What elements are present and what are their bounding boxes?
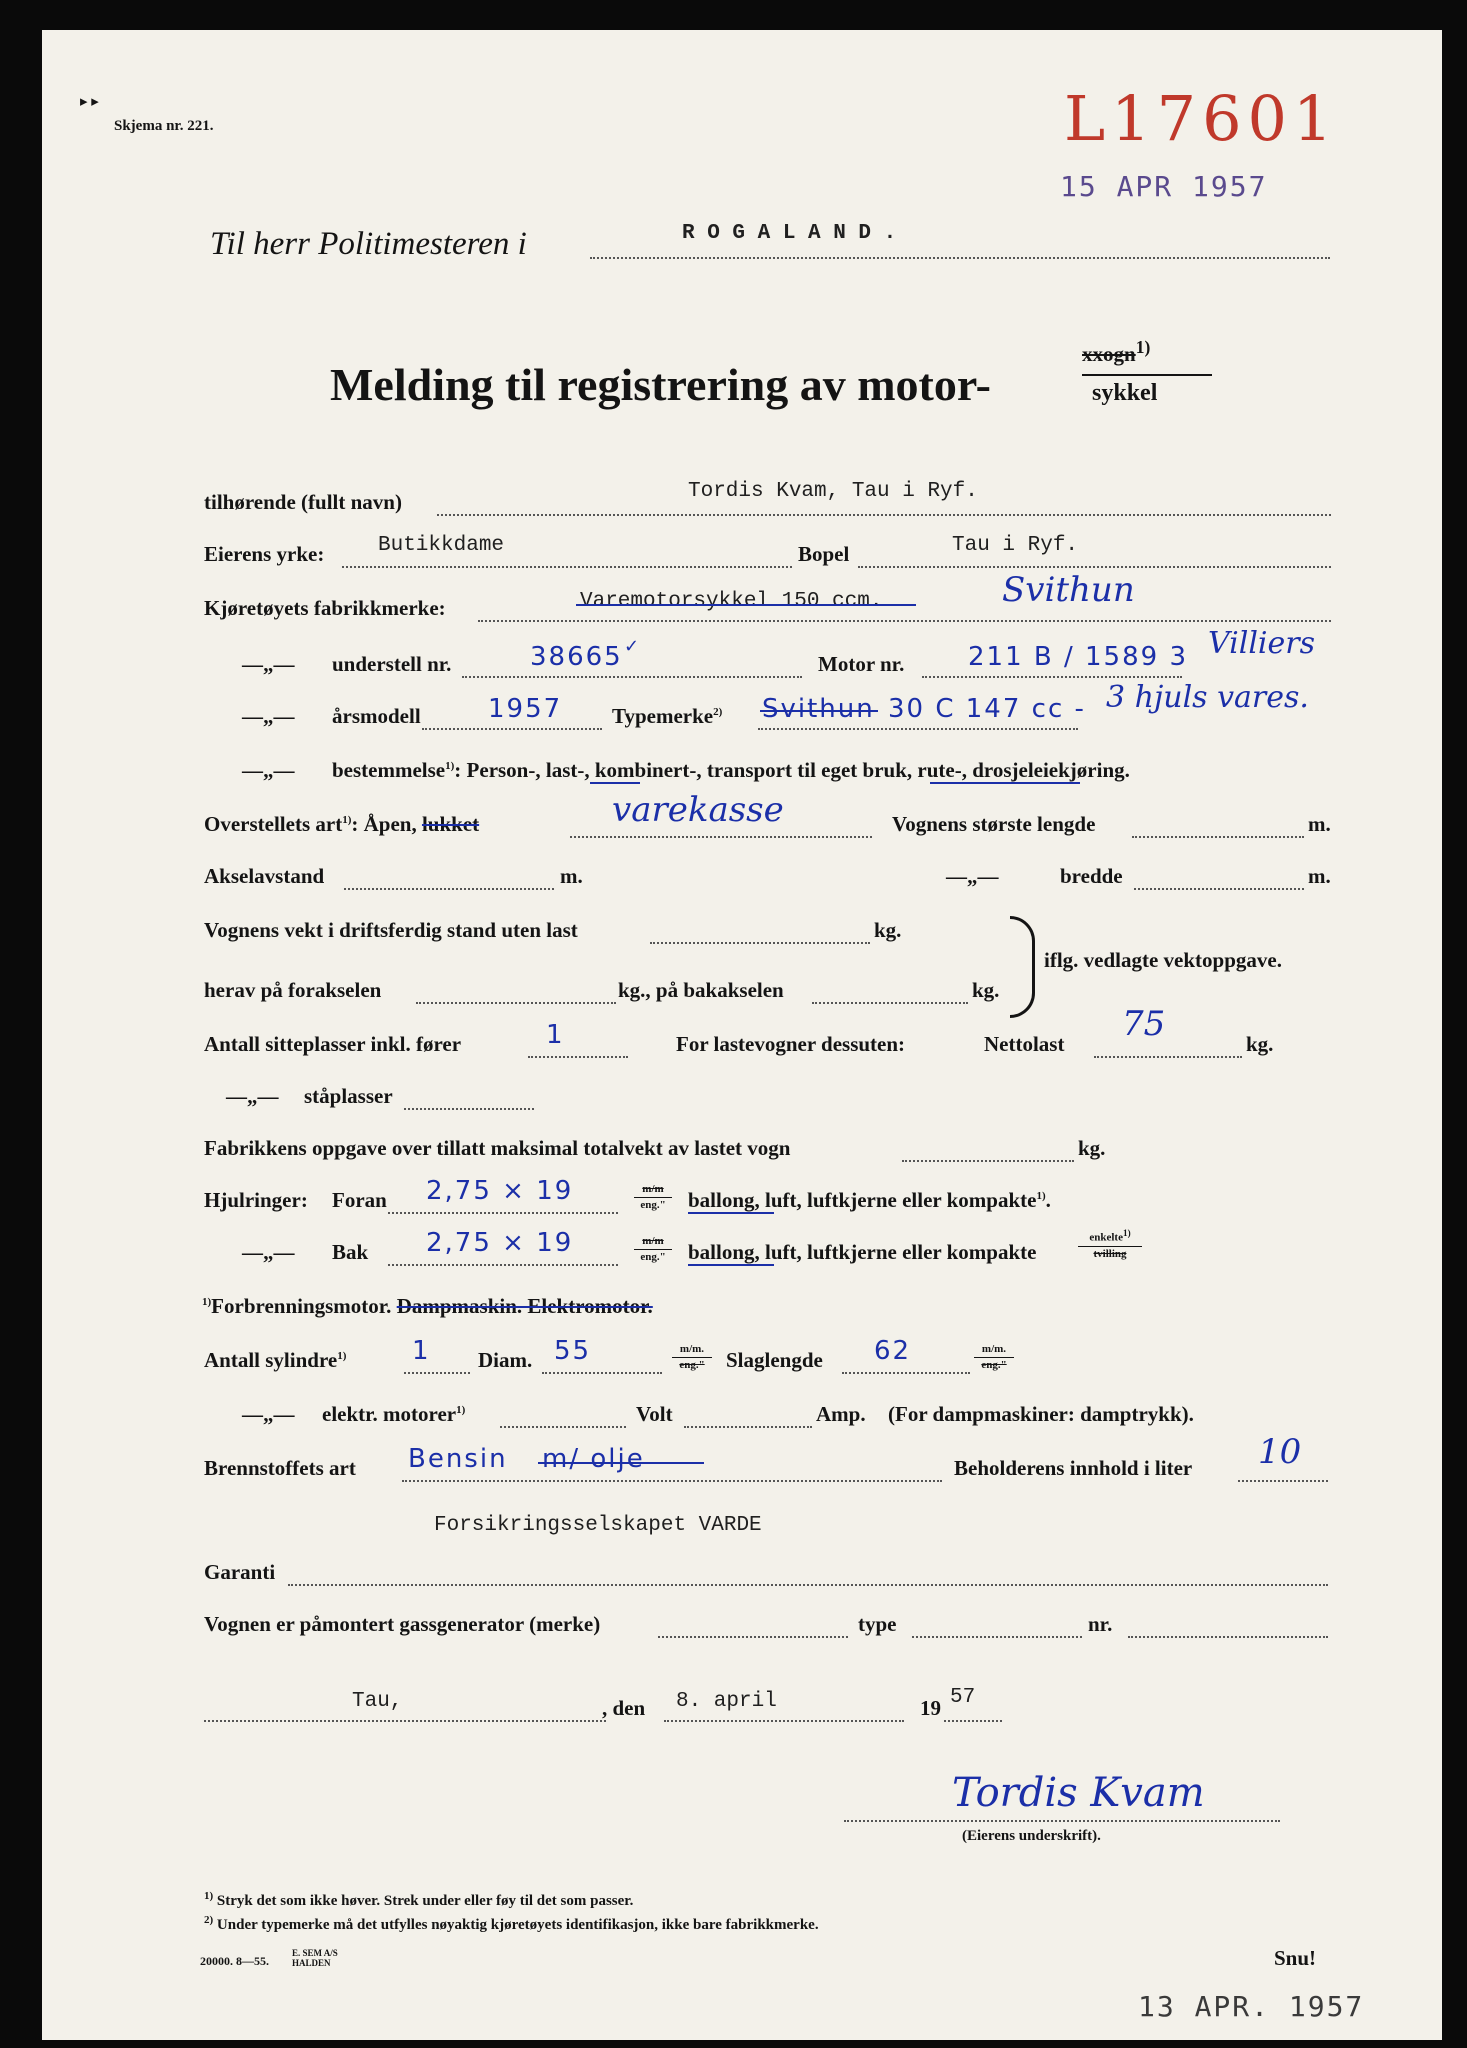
print-info: 20000. 8—55. xyxy=(200,1954,269,1968)
body-line xyxy=(570,836,872,838)
year-line xyxy=(422,728,602,730)
length-label: Vognens største lengde xyxy=(892,812,1096,836)
electric-dash: —„— xyxy=(242,1402,295,1426)
tires-rear-label: Bak xyxy=(332,1240,369,1264)
stroke-label: Slaglengde xyxy=(726,1348,823,1372)
owner-value: Tordis Kvam, Tau i Ryf. xyxy=(688,480,978,503)
rear-axle-unit: kg. xyxy=(972,978,1000,1002)
residence-value: Tau i Ryf. xyxy=(952,534,1079,557)
weight-unit: kg. xyxy=(874,918,902,942)
printer-info: E. SEM A/S HALDEN xyxy=(292,1948,338,1968)
fuel-strikethrough xyxy=(538,1462,704,1464)
seats-label: Antall sitteplasser inkl. fører xyxy=(204,1032,462,1056)
year-value: 1957 xyxy=(488,694,563,724)
steam-note: (For dampmaskiner: damptrykk). xyxy=(888,1402,1194,1426)
seats-line xyxy=(528,1056,628,1058)
diam-line xyxy=(542,1372,662,1374)
footnote-2: $^{2)}$ Under typemerke må det utfylles nøyaktig kjøretøyets identifikasjon, ikke bare fabrikkmerke. xyxy=(204,1914,819,1933)
gas-nr-label: nr. xyxy=(1088,1612,1113,1636)
year-suffix: 57 xyxy=(950,1686,976,1709)
rear-axle-line xyxy=(812,1002,968,1004)
type-label: Typemerke$^{2)}$ xyxy=(612,704,723,728)
tank-label: Beholderens innhold i liter xyxy=(954,1456,1193,1480)
cylinders-value: 1 xyxy=(412,1336,431,1366)
body-handwritten: varekasse xyxy=(612,790,784,830)
year-suffix-line xyxy=(944,1720,1002,1722)
single-twin-fraction: enkelte$^{1)}$ tvilling xyxy=(1078,1226,1142,1261)
owner-label: tilhørende (fullt navn) xyxy=(204,490,402,514)
width-dash: —„— xyxy=(946,864,999,888)
standing-dash: —„— xyxy=(226,1084,279,1108)
tires-rear-line xyxy=(388,1264,618,1266)
engine-type: $^{1)}$Forbrenningsmotor. Dampmaskin. Elektromotor. xyxy=(202,1294,653,1318)
residence-line xyxy=(858,566,1331,568)
occupation-line xyxy=(342,566,792,568)
rear-axle-label: kg., på bakakselen xyxy=(618,978,784,1002)
front-axle-label: herav på forakselen xyxy=(204,978,382,1002)
punch-marks: ▸ ▸ xyxy=(80,94,99,110)
date-prefix: , den xyxy=(602,1696,646,1720)
gas-type-label: type xyxy=(858,1612,897,1636)
stroke-unit: m/m. eng." xyxy=(974,1342,1014,1372)
seats-value: 1 xyxy=(546,1020,565,1050)
motor-handwritten: Villiers xyxy=(1208,626,1316,661)
tires-front-types: ballong, luft, luftkjerne eller kompakte$^{1)}$. xyxy=(688,1188,1051,1212)
make-strikethrough xyxy=(576,604,916,606)
net-load-unit: kg. xyxy=(1246,1032,1274,1056)
signature-caption: (Eierens underskrift). xyxy=(962,1828,1101,1844)
purpose-label: bestemmelse$^{1)}$: Person-, last-, kombinert-, transport til eget bruk, rute-, drosjeleiekjøring. xyxy=(332,758,1130,782)
length-unit: m. xyxy=(1308,812,1331,836)
brace-note: iflg. vedlagte vektoppgave. xyxy=(1044,948,1282,972)
wheelbase-unit: m. xyxy=(560,864,583,888)
tires-rear-value: 2,75 × 19 xyxy=(426,1228,574,1258)
tires-rear-unit: m/m eng." xyxy=(634,1234,672,1264)
purpose-underline-eget-bruk xyxy=(930,782,1080,784)
type-value: 30 C 147 cc - xyxy=(888,694,1086,724)
date-line xyxy=(664,1720,904,1722)
max-weight-line xyxy=(902,1160,1074,1162)
type-line xyxy=(758,728,1078,730)
received-stamp: 15 APR 1957 xyxy=(1060,170,1268,203)
tires-label: Hjulringer: xyxy=(204,1188,308,1212)
guarantee-label: Garanti xyxy=(204,1560,276,1584)
front-axle-line xyxy=(416,1002,616,1004)
chassis-label: understell nr. xyxy=(332,652,452,676)
fuel-value: Bensin xyxy=(408,1444,508,1474)
fuel-label: Brennstoffets art xyxy=(204,1456,356,1480)
gas-type-line xyxy=(912,1636,1082,1638)
weight-line xyxy=(650,942,870,944)
occupation-label: Eierens yrke: xyxy=(204,542,325,566)
addressee-value: R O G A L A N D . xyxy=(682,222,897,245)
motor-label: Motor nr. xyxy=(818,652,905,676)
purpose-dash: —„— xyxy=(242,758,295,782)
chassis-line xyxy=(462,676,802,678)
width-label: bredde xyxy=(1060,864,1123,888)
gas-make-line xyxy=(658,1636,848,1638)
year-prefix: 19 xyxy=(920,1696,941,1720)
fuel-line xyxy=(402,1480,942,1482)
wheelbase-line xyxy=(344,888,554,890)
paper-sheet xyxy=(42,30,1442,2040)
tires-front-value: 2,75 × 19 xyxy=(426,1176,574,1206)
tires-front-unit: m/m eng." xyxy=(634,1182,672,1212)
make-handwritten: Svithun xyxy=(1002,570,1135,610)
residence-label: Bopel xyxy=(798,542,850,566)
motor-value: 211 B / 1589 3 xyxy=(968,642,1188,672)
net-load-value: 75 xyxy=(1122,1004,1166,1044)
schema-number: Skjema nr. 221. xyxy=(114,118,214,134)
date-value: 8. april xyxy=(676,1690,777,1713)
chassis-dash: —„— xyxy=(242,652,295,676)
weight-label: Vognens vekt i driftsferdig stand uten last xyxy=(204,918,578,942)
diam-value: 55 xyxy=(554,1336,592,1366)
type-strikethrough xyxy=(760,710,878,712)
motor-line xyxy=(922,676,1182,678)
make-line xyxy=(478,620,1331,622)
gas-nr-line xyxy=(1128,1636,1328,1638)
diam-label: Diam. xyxy=(478,1348,533,1372)
place-value: Tau, xyxy=(352,1690,403,1713)
length-line xyxy=(1132,836,1304,838)
tires-front-underline xyxy=(688,1212,774,1214)
gas-label: Vognen er påmontert gassgenerator (merke) xyxy=(204,1612,601,1636)
amp-label: Amp. xyxy=(816,1402,866,1426)
signature-line xyxy=(844,1820,1280,1822)
fuel-struck: m/ olje xyxy=(542,1444,645,1474)
stroke-line xyxy=(842,1372,970,1374)
wheelbase-label: Akselavstand xyxy=(204,864,325,888)
chassis-check: ✓ xyxy=(624,636,642,657)
stroke-value: 62 xyxy=(874,1336,912,1366)
width-unit: m. xyxy=(1308,864,1331,888)
title-option-bottom: sykkel xyxy=(1092,380,1158,406)
addressee-label: Til herr Politimesteren i xyxy=(210,226,527,262)
net-load-label: Nettolast xyxy=(984,1032,1065,1056)
electric-label: elektr. motorer$^{1)}$ xyxy=(322,1402,466,1426)
make-struck-value: Varemotorsykkel 150 ccm. xyxy=(580,590,883,613)
place-line xyxy=(204,1720,606,1722)
max-weight-label: Fabrikkens oppgave over tillatt maksimal totalvekt av lastet vogn xyxy=(204,1136,791,1160)
cargo-label: For lastevogner dessuten: xyxy=(676,1032,906,1056)
standing-label: ståplasser xyxy=(304,1084,393,1108)
electric-line xyxy=(500,1426,626,1428)
tires-front-label: Foran xyxy=(332,1188,387,1212)
tires-front-line xyxy=(388,1212,618,1214)
make-label: Kjøretøyets fabrikkmerke: xyxy=(204,596,446,620)
body-label: Overstellets art$^{1)}$: Åpen, lukket xyxy=(204,812,480,836)
net-load-line xyxy=(1094,1056,1242,1058)
bottom-stamp: 13 APR. 1957 xyxy=(1138,1990,1365,2023)
type-struck: Svithun xyxy=(762,694,875,724)
owner-signature: Tordis Kvam xyxy=(952,1770,1205,1816)
type-handwritten: 3 hjuls vares. xyxy=(1106,680,1309,715)
volt-label: Volt xyxy=(636,1402,673,1426)
year-label: årsmodell xyxy=(332,704,421,728)
tires-rear-dash: —„— xyxy=(242,1240,295,1264)
width-line xyxy=(1134,888,1304,890)
tank-line xyxy=(1238,1480,1328,1482)
weight-brace xyxy=(1010,916,1035,1018)
turn-over: Snu! xyxy=(1274,1946,1317,1970)
purpose-underline-last xyxy=(590,782,640,784)
form-title: Melding til registrering av motor- xyxy=(330,359,991,410)
guarantee-line xyxy=(288,1584,1328,1586)
chassis-value: 38665 xyxy=(530,642,623,672)
footnote-1: $^{1)}$ Stryk det som ikke høver. Strek under eller føy til det som passer. xyxy=(204,1890,634,1909)
year-dash: —„— xyxy=(242,704,295,728)
tank-value: 10 xyxy=(1258,1432,1302,1472)
cylinders-line xyxy=(404,1372,470,1374)
addressee-line xyxy=(590,257,1330,259)
tires-rear-underline xyxy=(688,1264,774,1266)
diam-unit: m/m. eng." xyxy=(672,1342,712,1372)
insurer-value: Forsikringsselskapet VARDE xyxy=(434,1514,762,1537)
max-weight-unit: kg. xyxy=(1078,1136,1106,1160)
tires-rear-types: ballong, luft, luftkjerne eller kompakte xyxy=(688,1240,1037,1264)
registration-number: L17601 xyxy=(1064,82,1339,155)
standing-line xyxy=(404,1108,534,1110)
volt-line xyxy=(684,1426,812,1428)
owner-line xyxy=(437,514,1331,516)
cylinders-label: Antall sylindre$^{1)}$ xyxy=(204,1348,347,1372)
occupation-value: Butikkdame xyxy=(378,534,505,557)
title-option-top: xxogn$^{1)}$ xyxy=(1082,337,1151,366)
title-fraction-bar xyxy=(1082,374,1212,376)
